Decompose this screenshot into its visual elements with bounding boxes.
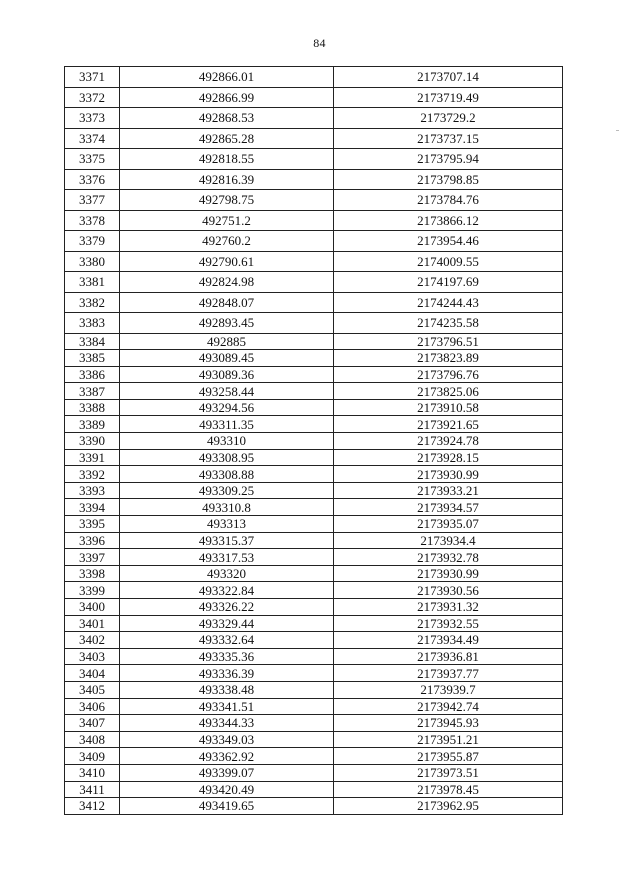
y-coordinate-cell: 2173942.74 — [334, 698, 563, 715]
table-row — [65, 350, 563, 367]
x-coordinate-cell: 493089.36 — [120, 366, 334, 383]
point-number-cell: 3399 — [65, 582, 120, 599]
point-number-cell: 3387 — [65, 383, 120, 400]
table-row — [65, 681, 563, 698]
x-coordinate-cell: 493308.88 — [120, 466, 334, 483]
y-coordinate-cell: 2173930.99 — [334, 466, 563, 483]
y-coordinate-cell: 2173823.89 — [334, 350, 563, 367]
table-row — [65, 466, 563, 483]
point-number-cell: 3383 — [65, 313, 120, 334]
table-row — [65, 582, 563, 599]
point-number-cell: 3379 — [65, 231, 120, 252]
point-number-cell: 3395 — [65, 516, 120, 533]
x-coordinate-cell: 493419.65 — [120, 798, 334, 815]
y-coordinate-cell: 2174244.43 — [334, 292, 563, 313]
point-number-cell: 3398 — [65, 565, 120, 582]
x-coordinate-cell: 493362.92 — [120, 748, 334, 765]
table-row — [65, 108, 563, 129]
y-coordinate-cell: 2173932.55 — [334, 615, 563, 632]
y-coordinate-cell: 2173962.95 — [334, 798, 563, 815]
y-coordinate-cell: 2173951.21 — [334, 731, 563, 748]
x-coordinate-cell: 493308.95 — [120, 449, 334, 466]
point-number-cell: 3381 — [65, 272, 120, 293]
y-coordinate-cell: 2173954.46 — [334, 231, 563, 252]
x-coordinate-cell: 493399.07 — [120, 764, 334, 781]
x-coordinate-cell: 493320 — [120, 565, 334, 582]
table-row — [65, 665, 563, 682]
x-coordinate-cell: 493258.44 — [120, 383, 334, 400]
y-coordinate-cell: 2173921.65 — [334, 416, 563, 433]
y-coordinate-cell: 2173795.94 — [334, 149, 563, 170]
table-row — [65, 292, 563, 313]
coordinates-table-body — [65, 67, 563, 815]
point-number-cell: 3386 — [65, 366, 120, 383]
y-coordinate-cell: 2173930.56 — [334, 582, 563, 599]
table-row — [65, 231, 563, 252]
x-coordinate-cell: 492751.2 — [120, 210, 334, 231]
y-coordinate-cell: 2174009.55 — [334, 251, 563, 272]
table-row — [65, 565, 563, 582]
point-number-cell: 3390 — [65, 433, 120, 450]
x-coordinate-cell: 493420.49 — [120, 781, 334, 798]
point-number-cell: 3397 — [65, 549, 120, 566]
point-number-cell: 3375 — [65, 149, 120, 170]
table-row — [65, 632, 563, 649]
x-coordinate-cell: 492866.01 — [120, 67, 334, 88]
table-row — [65, 433, 563, 450]
x-coordinate-cell: 492790.61 — [120, 251, 334, 272]
x-coordinate-cell: 493338.48 — [120, 681, 334, 698]
x-coordinate-cell: 493294.56 — [120, 399, 334, 416]
coordinates-table — [64, 66, 563, 815]
point-number-cell: 3380 — [65, 251, 120, 272]
y-coordinate-cell: 2173798.85 — [334, 169, 563, 190]
point-number-cell: 3391 — [65, 449, 120, 466]
table-row — [65, 482, 563, 499]
x-coordinate-cell: 493317.53 — [120, 549, 334, 566]
y-coordinate-cell: 2173933.21 — [334, 482, 563, 499]
table-row — [65, 416, 563, 433]
x-coordinate-cell: 493322.84 — [120, 582, 334, 599]
y-coordinate-cell: 2173707.14 — [334, 67, 563, 88]
x-coordinate-cell: 493310 — [120, 433, 334, 450]
y-coordinate-cell: 2173936.81 — [334, 648, 563, 665]
point-number-cell: 3372 — [65, 87, 120, 108]
x-coordinate-cell: 492885 — [120, 333, 334, 350]
scan-speck — [616, 130, 619, 131]
point-number-cell: 3376 — [65, 169, 120, 190]
page-number: 84 — [313, 36, 326, 50]
table-row — [65, 169, 563, 190]
y-coordinate-cell: 2173928.15 — [334, 449, 563, 466]
x-coordinate-cell: 493336.39 — [120, 665, 334, 682]
x-coordinate-cell: 493344.33 — [120, 715, 334, 732]
table-row — [65, 210, 563, 231]
y-coordinate-cell: 2173932.78 — [334, 549, 563, 566]
y-coordinate-cell: 2173796.76 — [334, 366, 563, 383]
table-row — [65, 399, 563, 416]
y-coordinate-cell: 2173784.76 — [334, 190, 563, 211]
point-number-cell: 3388 — [65, 399, 120, 416]
y-coordinate-cell: 2173719.49 — [334, 87, 563, 108]
x-coordinate-cell: 492868.53 — [120, 108, 334, 129]
y-coordinate-cell: 2173924.78 — [334, 433, 563, 450]
y-coordinate-cell: 2173935.07 — [334, 516, 563, 533]
table-row — [65, 731, 563, 748]
x-coordinate-cell: 492816.39 — [120, 169, 334, 190]
point-number-cell: 3412 — [65, 798, 120, 815]
point-number-cell: 3411 — [65, 781, 120, 798]
table-row — [65, 128, 563, 149]
x-coordinate-cell: 493313 — [120, 516, 334, 533]
point-number-cell: 3382 — [65, 292, 120, 313]
point-number-cell: 3385 — [65, 350, 120, 367]
x-coordinate-cell: 492848.07 — [120, 292, 334, 313]
point-number-cell: 3408 — [65, 731, 120, 748]
x-coordinate-cell: 493089.45 — [120, 350, 334, 367]
x-coordinate-cell: 493332.64 — [120, 632, 334, 649]
point-number-cell: 3374 — [65, 128, 120, 149]
y-coordinate-cell: 2173930.99 — [334, 565, 563, 582]
x-coordinate-cell: 492798.75 — [120, 190, 334, 211]
point-number-cell: 3384 — [65, 333, 120, 350]
table-row — [65, 698, 563, 715]
point-number-cell: 3406 — [65, 698, 120, 715]
y-coordinate-cell: 2173729.2 — [334, 108, 563, 129]
y-coordinate-cell: 2174235.58 — [334, 313, 563, 334]
point-number-cell: 3400 — [65, 599, 120, 616]
table-row — [65, 149, 563, 170]
table-row — [65, 648, 563, 665]
y-coordinate-cell: 2173973.51 — [334, 764, 563, 781]
point-number-cell: 3401 — [65, 615, 120, 632]
point-number-cell: 3409 — [65, 748, 120, 765]
x-coordinate-cell: 493341.51 — [120, 698, 334, 715]
point-number-cell: 3407 — [65, 715, 120, 732]
table-row — [65, 87, 563, 108]
table-row — [65, 67, 563, 88]
point-number-cell: 3393 — [65, 482, 120, 499]
point-number-cell: 3410 — [65, 764, 120, 781]
point-number-cell: 3405 — [65, 681, 120, 698]
y-coordinate-cell: 2174197.69 — [334, 272, 563, 293]
y-coordinate-cell: 2173939.7 — [334, 681, 563, 698]
table-row — [65, 313, 563, 334]
table-row — [65, 516, 563, 533]
y-coordinate-cell: 2173796.51 — [334, 333, 563, 350]
y-coordinate-cell: 2173978.45 — [334, 781, 563, 798]
y-coordinate-cell: 2173825.06 — [334, 383, 563, 400]
table-row — [65, 190, 563, 211]
table-row — [65, 499, 563, 516]
table-row — [65, 599, 563, 616]
y-coordinate-cell: 2173931.32 — [334, 599, 563, 616]
y-coordinate-cell: 2173737.15 — [334, 128, 563, 149]
x-coordinate-cell: 493326.22 — [120, 599, 334, 616]
y-coordinate-cell: 2173955.87 — [334, 748, 563, 765]
x-coordinate-cell: 492824.98 — [120, 272, 334, 293]
x-coordinate-cell: 492818.55 — [120, 149, 334, 170]
table-row — [65, 251, 563, 272]
table-row — [65, 748, 563, 765]
table-row — [65, 798, 563, 815]
y-coordinate-cell: 2173934.49 — [334, 632, 563, 649]
table-row — [65, 781, 563, 798]
table-row — [65, 272, 563, 293]
point-number-cell: 3392 — [65, 466, 120, 483]
point-number-cell: 3371 — [65, 67, 120, 88]
y-coordinate-cell: 2173866.12 — [334, 210, 563, 231]
point-number-cell: 3389 — [65, 416, 120, 433]
x-coordinate-cell: 492893.45 — [120, 313, 334, 334]
point-number-cell: 3373 — [65, 108, 120, 129]
point-number-cell: 3403 — [65, 648, 120, 665]
x-coordinate-cell: 492760.2 — [120, 231, 334, 252]
x-coordinate-cell: 493335.36 — [120, 648, 334, 665]
table-row — [65, 333, 563, 350]
table-row — [65, 449, 563, 466]
x-coordinate-cell: 493315.37 — [120, 532, 334, 549]
x-coordinate-cell: 493329.44 — [120, 615, 334, 632]
x-coordinate-cell: 493309.25 — [120, 482, 334, 499]
table-row — [65, 715, 563, 732]
x-coordinate-cell: 492866.99 — [120, 87, 334, 108]
table-row — [65, 366, 563, 383]
point-number-cell: 3402 — [65, 632, 120, 649]
point-number-cell: 3378 — [65, 210, 120, 231]
x-coordinate-cell: 493349.03 — [120, 731, 334, 748]
table-row — [65, 764, 563, 781]
table-row — [65, 532, 563, 549]
table-row — [65, 383, 563, 400]
table-row — [65, 615, 563, 632]
x-coordinate-cell: 493311.35 — [120, 416, 334, 433]
point-number-cell: 3394 — [65, 499, 120, 516]
y-coordinate-cell: 2173937.77 — [334, 665, 563, 682]
y-coordinate-cell: 2173945.93 — [334, 715, 563, 732]
y-coordinate-cell: 2173934.4 — [334, 532, 563, 549]
x-coordinate-cell: 492865.28 — [120, 128, 334, 149]
point-number-cell: 3396 — [65, 532, 120, 549]
table-row — [65, 549, 563, 566]
point-number-cell: 3404 — [65, 665, 120, 682]
y-coordinate-cell: 2173910.58 — [334, 399, 563, 416]
y-coordinate-cell: 2173934.57 — [334, 499, 563, 516]
point-number-cell: 3377 — [65, 190, 120, 211]
x-coordinate-cell: 493310.8 — [120, 499, 334, 516]
